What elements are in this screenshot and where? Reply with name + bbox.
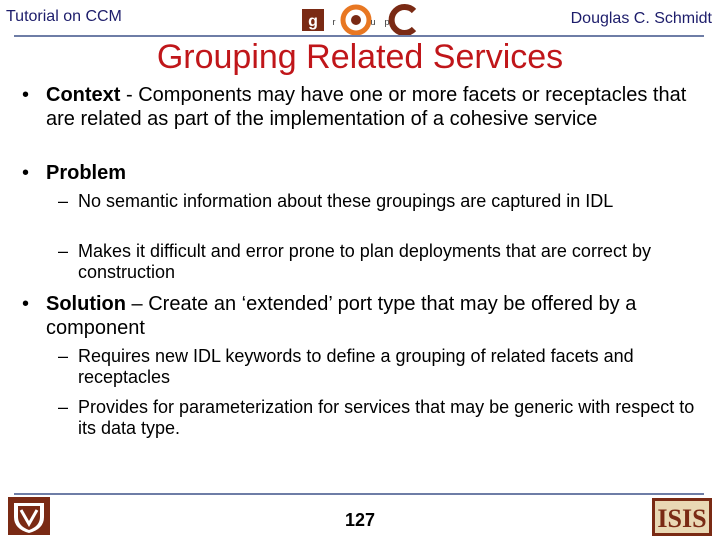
vanderbilt-logo [8,497,50,535]
slide-title: Grouping Related Services [156,38,564,76]
header-right-text: Douglas C. Schmidt [570,10,712,27]
bullet-head: Context [46,84,121,106]
page-number: 127 [344,510,376,530]
bullet-head: Problem [46,162,127,184]
bullet-dot: • [22,84,30,106]
group-logo [300,3,418,37]
isis-logo [652,498,712,536]
svg-text:g: g [308,13,318,30]
bullet-head: Solution [46,293,126,315]
header-rule [14,35,704,37]
footer-rule [14,493,704,495]
bullet-dot: • [22,293,30,315]
svg-text:u: u [370,17,376,27]
svg-text:ISIS: ISIS [657,504,707,533]
header-left-text: Tutorial on CCM [6,8,122,25]
bullet-body: Create an ‘extended’ port type that may be offered by a component [46,293,637,339]
bullet-dot: • [22,162,30,184]
svg-text:r: r [332,17,336,27]
bullet-body: Components may have one or more facets or receptacles that are related as part of the implementation of a cohesive service [46,84,687,130]
svg-text:p: p [384,17,390,27]
